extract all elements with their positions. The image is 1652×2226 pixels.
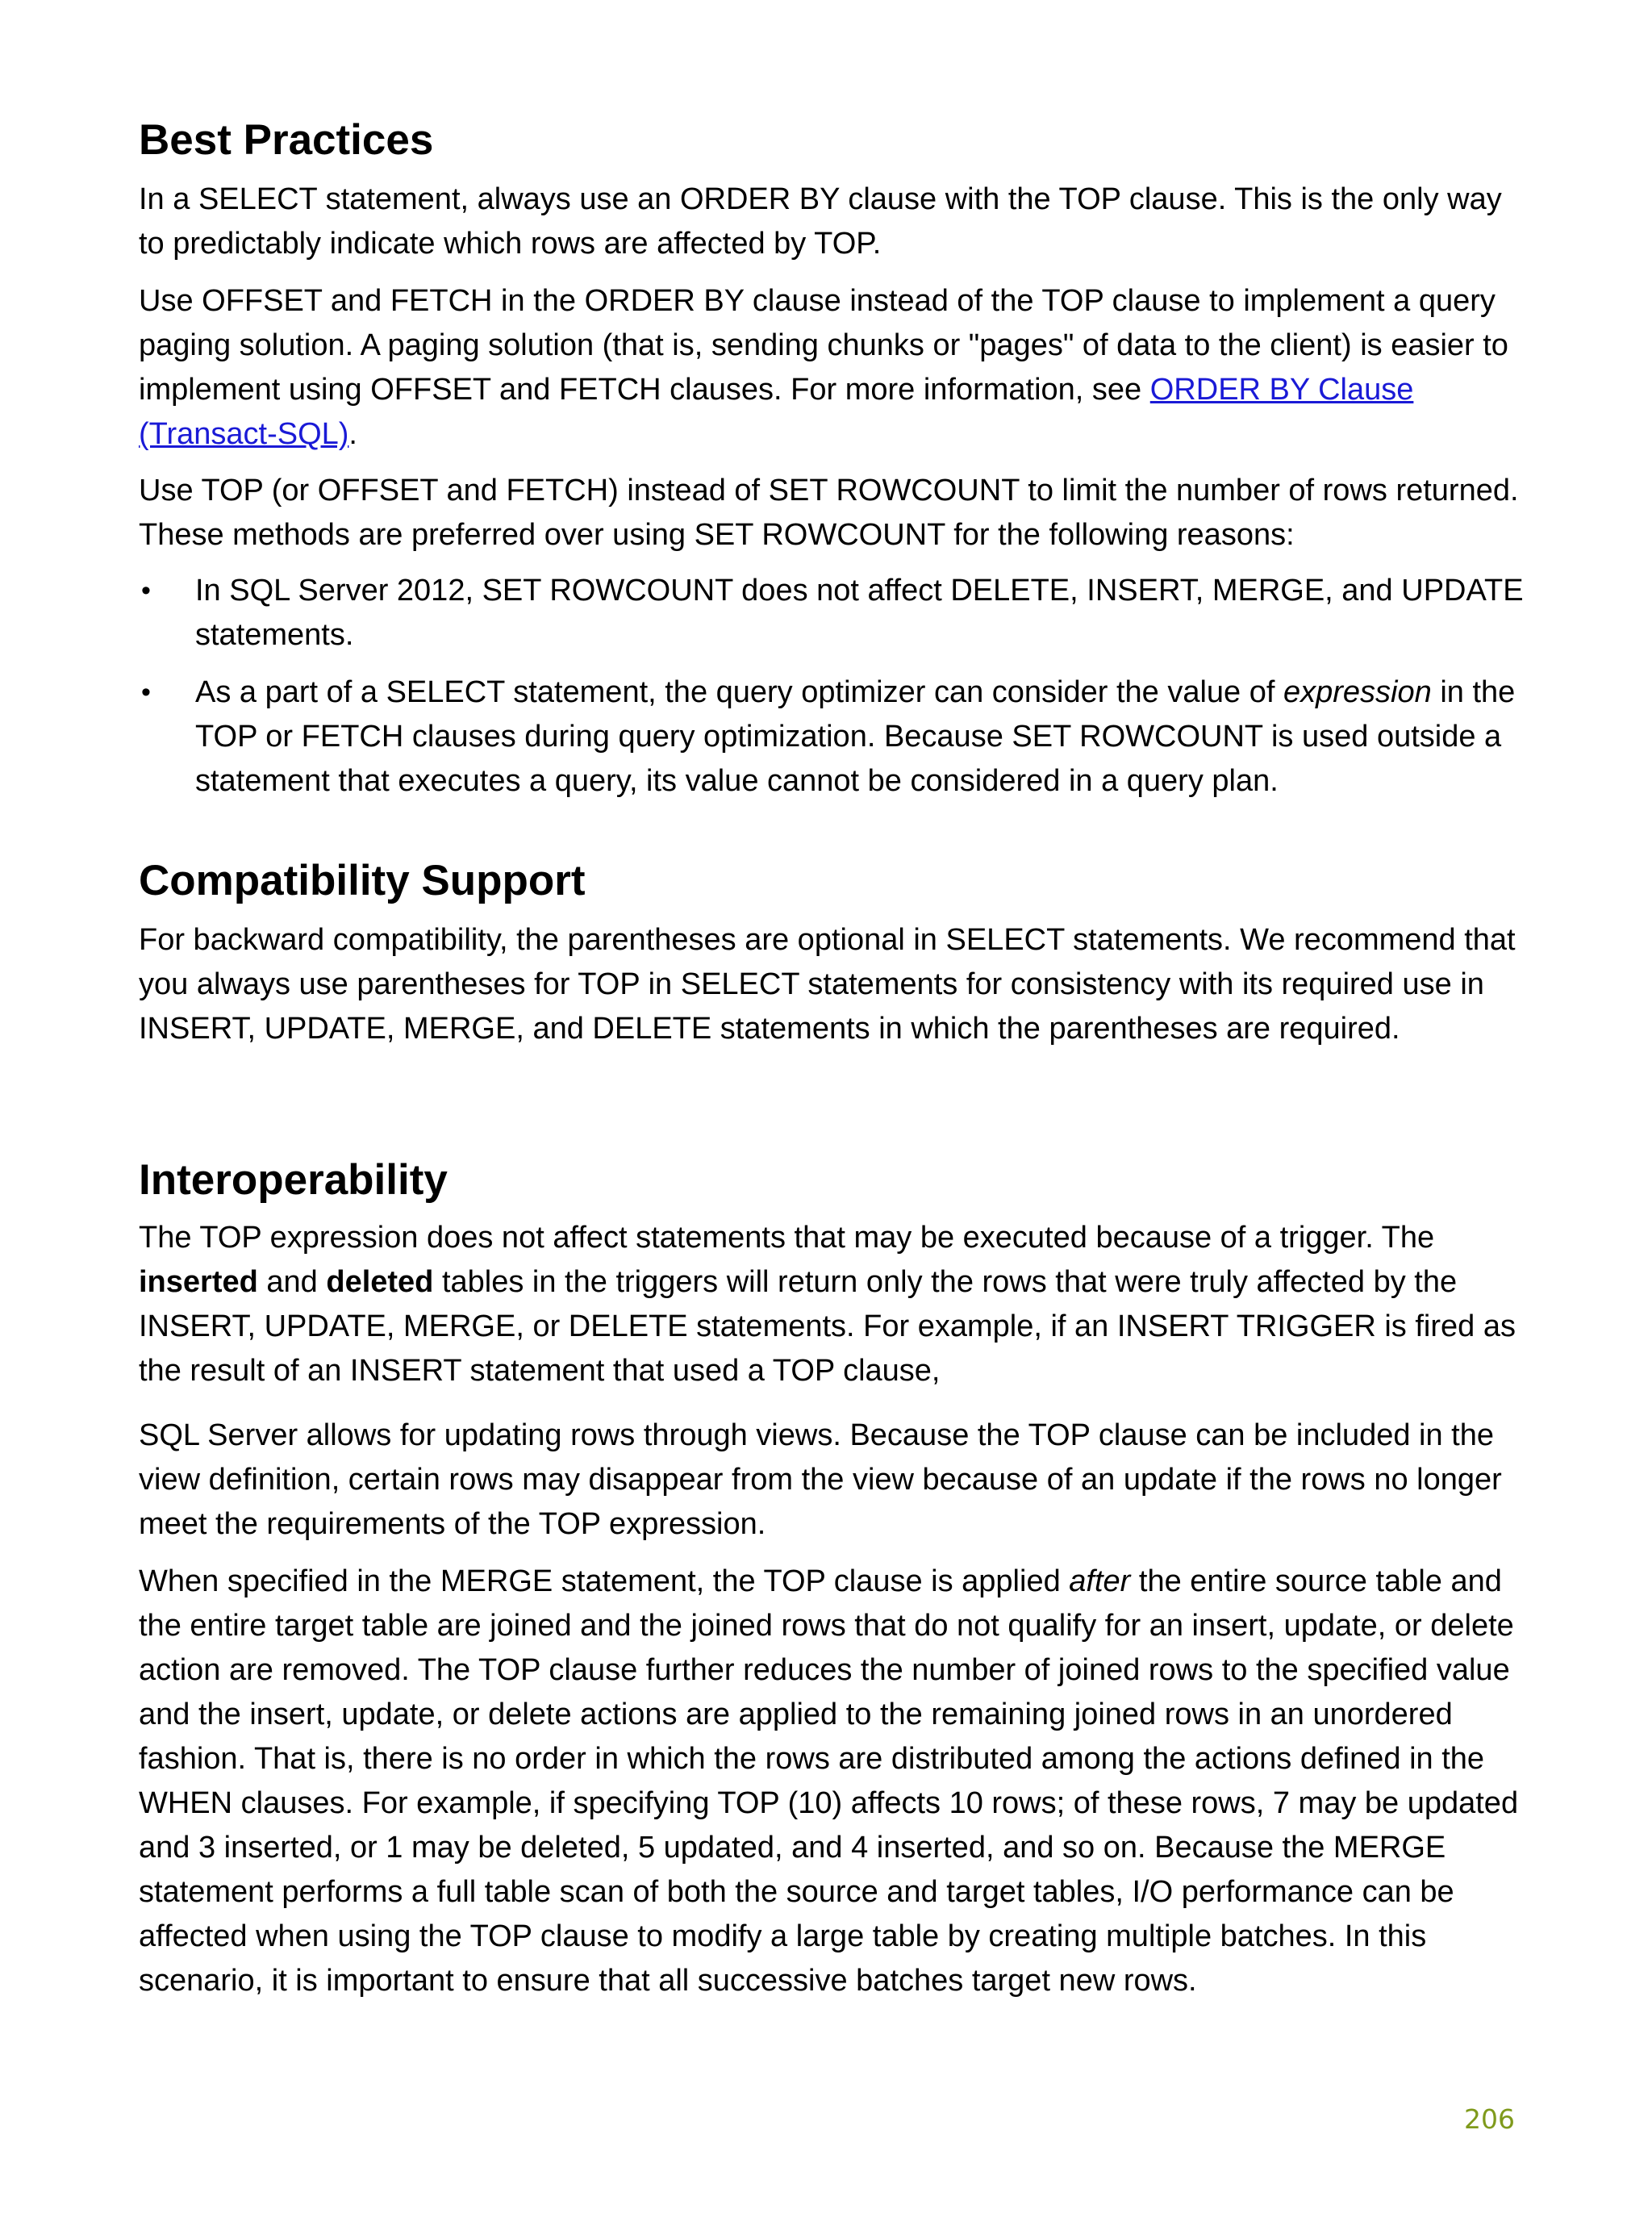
interoperability-paragraph-1 [139, 1216, 1526, 1393]
best-practices-paragraph-3: Use TOP (or OFFSET and FETCH) instead of SET ROWCOUNT to limit the number of rows returned. These methods are preferred over using SET ROWCOUNT for the following reasons: [139, 474, 1519, 552]
list-item [139, 569, 1526, 658]
document-page [139, 0, 1526, 2226]
paragraph-text: . [348, 417, 357, 451]
deleted-keyword: deleted [326, 1265, 434, 1299]
paragraph-text: tables in the triggers will return only the rows that were truly affected by the INSERT, UPDATE, MERGE, or DELETE statements. For example, if an INSERT TRIGGER is fired as the result of an INSERT statement that used a TOP clause, [139, 1265, 1516, 1388]
reasons-list [139, 569, 1526, 816]
page-number: 206 [1464, 2103, 1515, 2135]
list-item-text: As a part of a SELECT statement, the query optimizer can consider the value of [195, 675, 1283, 709]
paragraph-text: The TOP expression does not affect statements that may be executed because of a trigger. The [139, 1221, 1435, 1255]
paragraph-text: When specified in the MERGE statement, the TOP clause is applied [139, 1564, 1070, 1598]
list-item-text: In SQL Server 2012, SET ROWCOUNT does not affect DELETE, INSERT, MERGE, and UPDATE statements. [195, 574, 1524, 652]
inserted-keyword: inserted [139, 1265, 258, 1299]
interoperability-paragraph-3 [139, 1560, 1526, 2003]
heading-best-practices: Best Practices [139, 116, 434, 164]
best-practices-paragraph-2 [139, 279, 1526, 457]
heading-compatibility-support: Compatibility Support [139, 857, 586, 904]
interoperability-paragraph-2: SQL Server allows for updating rows through views. Because the TOP clause can be included in the view definition, certain rows may disappear from the view because of an update if the rows no longer meet the requirements of the TOP expression. [139, 1418, 1502, 1541]
list-item [139, 670, 1526, 804]
bullet-icon: • [141, 575, 151, 606]
heading-interoperability: Interoperability [139, 1156, 448, 1204]
paragraph-text: Use OFFSET and FETCH in the ORDER BY clause instead of the TOP clause to implement a query paging solution. A paging solution (that is, sending chunks or "pages" of data to the client) is easier to implement using OFFSET and FETCH clauses. For more information, see [139, 284, 1508, 407]
paragraph-text: and [257, 1265, 327, 1299]
compatibility-paragraph-1: For backward compatibility, the parentheses are optional in SELECT statements. We recommend that you always use parentheses for TOP in SELECT statements for consistency with its required use in INSERT, UPDATE, MERGE, and DELETE statements in which the parentheses are required. [139, 923, 1516, 1046]
list-item-italic: expression [1283, 675, 1432, 709]
after-italic: after [1069, 1564, 1131, 1598]
paragraph-text: the entire source table and the entire target table are joined and the joined rows that do not qualify for an insert, update, or delete action are removed. The TOP clause further reduces the number of joined rows to the specified value and the insert, update, or delete actions are applied to the remaining joined rows in an unordered fashion. That is, there is no order in which the rows are distributed among the actions defined in the WHEN clauses. For example, if specifying TOP (10) affects 10 rows; of these rows, 7 may be updated and 3 inserted, or 1 may be deleted, 5 updated, and 4 inserted, and so on. Because the MERGE statement performs a full table scan of both the source and target tables, I/O performance can be affected when using the TOP clause to modify a large table by creating multiple batches. In this scenario, it is important to ensure that all successive batches target new rows. [139, 1564, 1519, 1998]
best-practices-paragraph-1: In a SELECT statement, always use an ORDER BY clause with the TOP clause. This is the only way to predictably indicate which rows are affected by TOP. [139, 182, 1502, 261]
list-item-text: in the TOP or FETCH clauses during query optimization. Because SET ROWCOUNT is used outside a statement that executes a query, its value cannot be considered in a query plan. [195, 675, 1516, 798]
order-by-clause-link[interactable]: ORDER BY Clause (Transact-SQL) [139, 373, 1414, 451]
bullet-icon: • [141, 677, 151, 708]
